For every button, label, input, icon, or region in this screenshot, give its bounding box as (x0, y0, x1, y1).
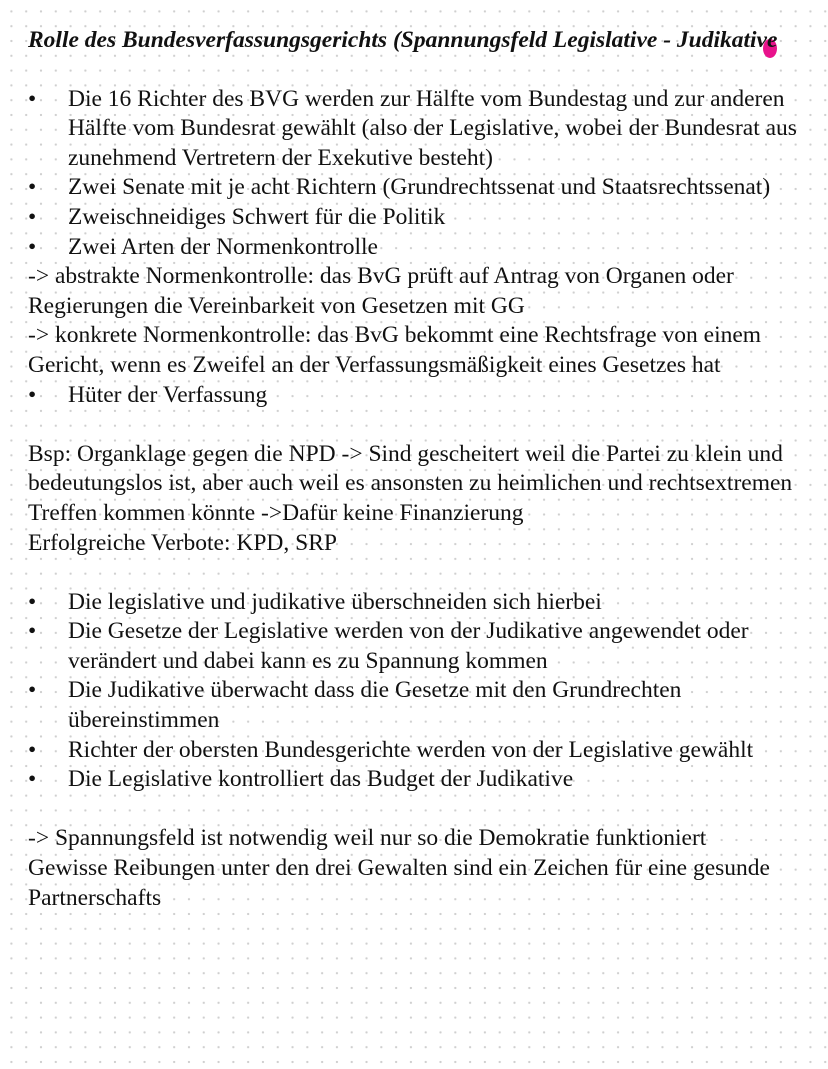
konkrete-normenkontrolle-text: -> konkrete Normenkontrolle: das BvG bekommt eine Rechtsfrage von einem Gericht, wenn es Zweifel an der Verfassungsmäßigkeit eines Gesetzes hat (28, 322, 762, 378)
bullet-icon: • (28, 677, 37, 704)
list-item (28, 233, 798, 263)
section1-bullet-list (28, 85, 798, 263)
list-item (28, 381, 798, 411)
list-item (28, 676, 798, 735)
list-item-text: Zwei Arten der Normenkontrolle (68, 233, 378, 260)
bullet-icon: • (28, 233, 37, 260)
list-item-text: Zwei Senate mit je acht Richtern (Grundrechtssenat und Staatsrechtssenat) (68, 174, 771, 201)
conclusion-text: -> Spannungsfeld ist notwendig weil nur so die Demokratie funktioniert (28, 825, 707, 852)
list-item-text: Hüter der Verfassung (68, 381, 268, 408)
section2-bullet-list (28, 588, 798, 795)
list-item-text: Zweischneidiges Schwert für die Politik (68, 203, 446, 230)
list-item-text: Die Judikative überwacht dass die Gesetze mit den Grundrechten übereinstimmen (68, 677, 682, 734)
list-item-text: Richter der obersten Bundesgerichte werden von der Legislative gewählt (68, 736, 754, 763)
blank-line (28, 410, 798, 440)
section1-last-bullet (28, 381, 798, 411)
conclusion-line2: Gewisse Reibungen unter den drei Gewalten sind ein Zeichen für eine gesunde Partnerschafts (28, 855, 770, 911)
list-item (28, 588, 798, 618)
bullet-icon: • (28, 618, 37, 645)
list-item-text: Die Legislative kontrolliert das Budget der Judikative (68, 766, 574, 793)
list-item (28, 173, 798, 203)
bullet-icon: • (28, 736, 37, 763)
note-page (28, 22, 798, 913)
abstrakte-normenkontrolle-text: -> abstrakte Normenkontrolle: das BvG prüft auf Antrag von Organen oder Regierungen die Vereinbarkeit von Gesetzen mit GG (28, 263, 734, 319)
bullet-icon: • (28, 85, 37, 112)
page-title: Rolle des Bundesverfassungsgerichts (Spannungsfeld Legislative - Judikative (28, 27, 778, 53)
list-item-text: Die 16 Richter des BVG werden zur Hälfte vom Bundestag und zur anderen Hälfte vom Bundesrat gewählt (also der Legislative, wobei der Bundesrat aus zunehmend Vertretern der Exekutive besteht) (68, 85, 797, 171)
blank-line (28, 558, 798, 588)
bullet-icon: • (28, 766, 37, 793)
blank-line (28, 55, 798, 85)
list-item (28, 736, 798, 766)
bullet-icon: • (28, 174, 37, 201)
bullet-icon: • (28, 203, 37, 230)
list-item-text: Die Gesetze der Legislative werden von der Judikative angewendet oder verändert und dabei kann es zu Spannung kommen (68, 618, 749, 674)
bullet-icon: • (28, 588, 37, 615)
list-item (28, 765, 798, 795)
blank-line (28, 795, 798, 825)
list-item (28, 203, 798, 233)
list-item-text: Die legislative und judikative überschneiden sich hierbei (68, 588, 602, 615)
note-body (28, 55, 798, 913)
example-text: Bsp: Organklage gegen die NPD -> Sind gescheitert weil die Partei zu klein und bedeutungslos ist, aber auch weil es ansonsten zu heimlichen und rechtsextremen Treffen kommen könnte ->Dafür keine Finanzierung (28, 440, 793, 526)
list-item (28, 617, 798, 676)
verbote-text: Erfolgreiche Verbote: KPD, SRP (28, 529, 337, 556)
list-item (28, 85, 798, 174)
bullet-icon: • (28, 381, 37, 408)
